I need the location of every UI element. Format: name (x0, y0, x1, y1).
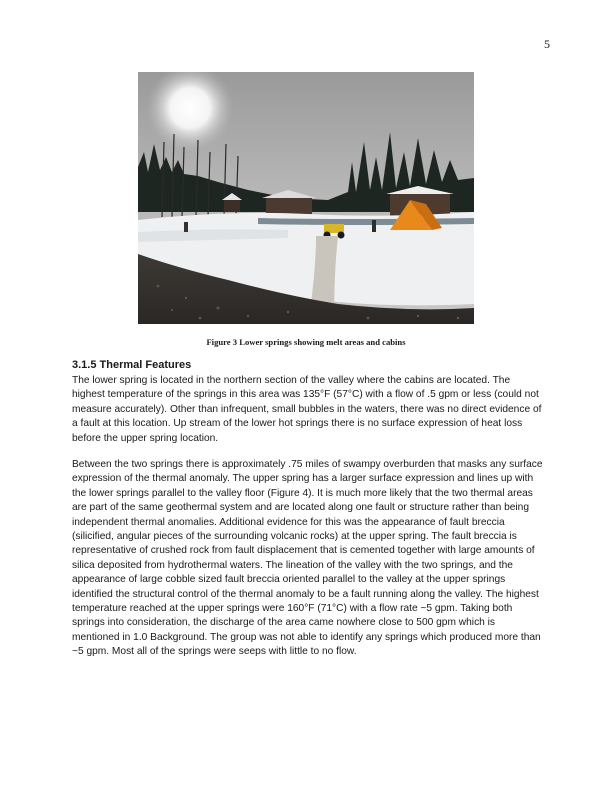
snow-landscape-photo (138, 72, 474, 324)
page-number: 5 (544, 37, 550, 51)
body-paragraph: The lower spring is located in the northern section of the valley where the cabins are located. The highest temperature of the springs in this area was 135°F (57°C) with a flow of .5 gpm or less (could not measure accurately). Other than infrequent, small bubbles in the waters, there was no direct evidence of a fault at this location. Up stream of the lower hot springs there is no surface expression of heat loss before the upper spring location. (72, 375, 542, 444)
section-heading: 3.1.5 Thermal Features (72, 359, 192, 371)
body-paragraph: Between the two springs there is approximately .75 miles of swampy overburden that masks any surface expression of the thermal anomaly. The upper spring has a larger surface expression and lines up with the lower springs parallel to the valley floor (Figure 4). It is much more likely that the two thermal areas are part of the same geothermal system and are located along one fault or structure rather than being independent thermal anomalies. Additional evidence for this was the appearance of fault breccia (silicified, angular pieces of the surrounding volcanic rocks) at the upper spring. The fault breccia is representative of crushed rock from fault displacement that is cemented together with large amounts of silica deposited from hydrothermal waters. The lineation of the valley with the two springs, and the appearance of large cobble sized fault breccia oriented parallel to the valley at the upper springs identified the structural control of the thermal anomaly to be a fault running along the valley. The highest temperature reached at the upper springs were 160°F (71°C) with a flow rate ~5 gpm. Taking both springs into consideration, the discharge of the area came nowhere close to 500 gpm which is mentioned in 1.0 Background. The group was not able to identify any springs which produced more than ~5 gpm. Most all of the springs were seeps with little to no flow. (72, 459, 543, 658)
figure-photo (138, 72, 474, 324)
figure-caption: Figure 3 Lower springs showing melt areas and cabins (206, 337, 406, 347)
